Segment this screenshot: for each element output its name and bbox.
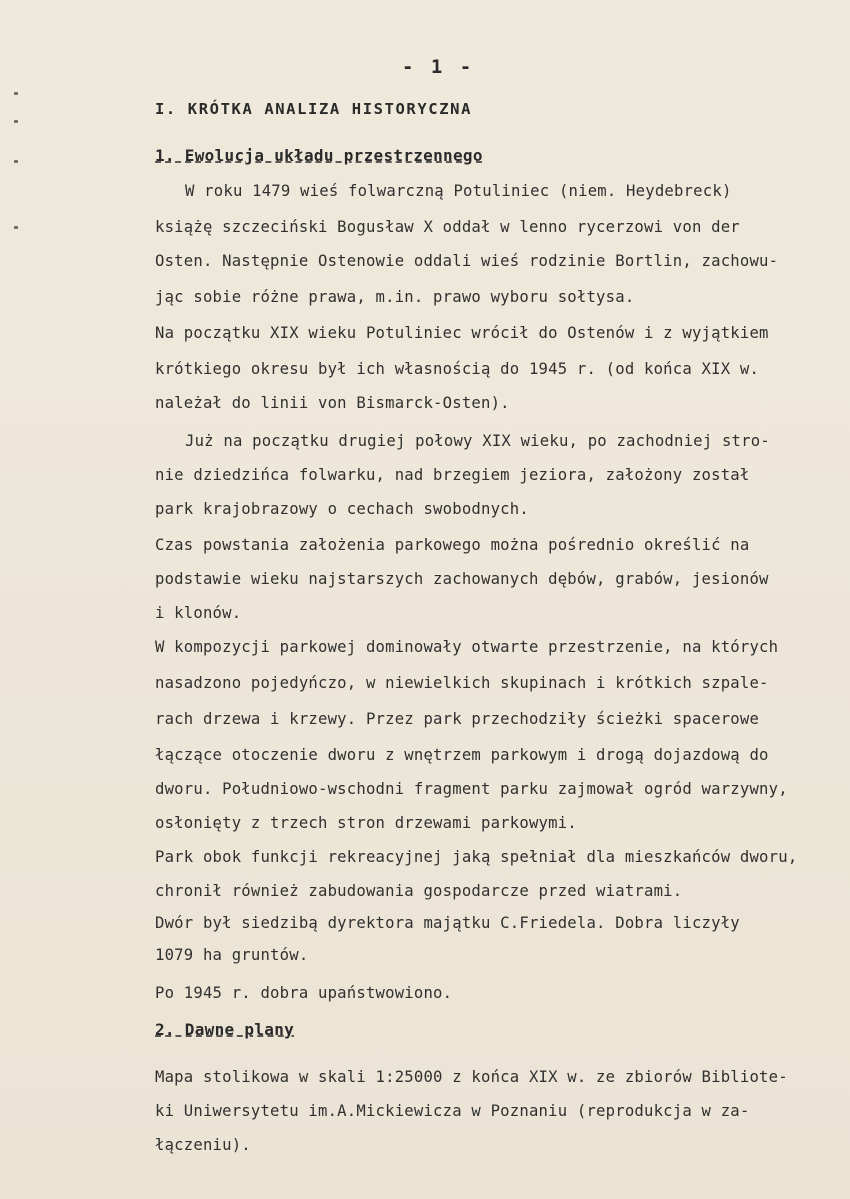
- text-line: W kompozycji parkowej dominowały otwarte przestrzenie, na których: [155, 638, 779, 656]
- text-line: ki Uniwersytetu im.A.Mickiewicza w Poznaniu (reprodukcja w za-: [155, 1102, 750, 1120]
- text-line: Osten. Następnie Ostenowie oddali wieś rodzinie Bortlin, zachowu-: [155, 252, 779, 270]
- text-line: Mapa stolikowa w skali 1:25000 z końca XIX w. ze zbiorów Bibliote-: [155, 1068, 788, 1086]
- text-line: łączeniu).: [155, 1136, 251, 1154]
- text-line: Czas powstania założenia parkowego można pośrednio określić na: [155, 536, 750, 554]
- text-line: park krajobrazowy o cechach swobodnych.: [155, 500, 529, 518]
- text-line: i klonów.: [155, 604, 242, 622]
- text-line: Na początku XIX wieku Potuliniec wrócił do Ostenów i z wyjątkiem: [155, 324, 769, 342]
- text-line: jąc sobie różne prawa, m.in. prawo wyboru sołtysa.: [155, 288, 635, 306]
- section-2-title: 2. Dawne plany: [155, 1020, 295, 1039]
- text-line: Park obok funkcji rekreacyjnej jaką spełniał dla mieszkańców dworu,: [155, 848, 798, 866]
- text-line: książę szczeciński Bogusław X oddał w lenno rycerzowi von der: [155, 218, 740, 236]
- text-line: rach drzewa i krzewy. Przez park przechodziły ścieżki spacerowe: [155, 710, 760, 728]
- text-line: łączące otoczenie dworu z wnętrzem parkowym i drogą dojazdową do: [155, 746, 769, 764]
- text-line: W roku 1479 wieś folwarczną Potuliniec (niem. Heydebreck): [185, 182, 732, 200]
- margin-mark: [14, 226, 18, 229]
- text-line: osłonięty z trzech stron drzewami parkowymi.: [155, 814, 577, 832]
- margin-mark: [14, 160, 18, 163]
- text-line: krótkiego okresu był ich własnością do 1945 r. (od końca XIX w.: [155, 360, 760, 378]
- margin-mark: [14, 92, 18, 95]
- chapter-heading: I. KRÓTKA ANALIZA HISTORYCZNA: [155, 100, 473, 118]
- text-line: nie dziedzińca folwarku, nad brzegiem jeziora, założony został: [155, 466, 750, 484]
- text-line: 1079 ha gruntów.: [155, 946, 309, 964]
- text-line: należał do linii von Bismarck-Osten).: [155, 394, 510, 412]
- page-number: - 1 -: [402, 56, 475, 78]
- text-line: chronił również zabudowania gospodarcze przed wiatrami.: [155, 882, 683, 900]
- text-line: dworu. Południowo-wschodni fragment parku zajmował ogród warzywny,: [155, 780, 788, 798]
- text-line: Już na początku drugiej połowy XIX wieku, po zachodniej stro-: [185, 432, 770, 450]
- text-line: Dwór był siedzibą dyrektora majątku C.Friedela. Dobra liczyły: [155, 914, 740, 932]
- text-line: Po 1945 r. dobra upaństwowiono.: [155, 984, 453, 1002]
- text-line: podstawie wieku najstarszych zachowanych dębów, grabów, jesionów: [155, 570, 769, 588]
- section-1-title: 1. Ewolucja układu przestrzennego: [155, 146, 483, 165]
- text-line: nasadzono pojedyńczo, w niewielkich skupinach i krótkich szpale-: [155, 674, 769, 692]
- margin-mark: [14, 120, 18, 123]
